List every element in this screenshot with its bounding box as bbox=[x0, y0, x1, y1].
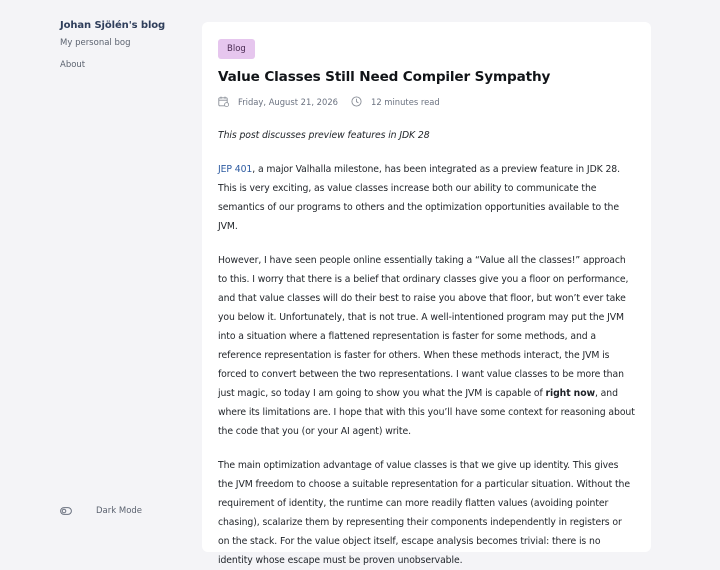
paragraph-2 bbox=[218, 251, 635, 441]
post-read-time: 12 minutes read bbox=[370, 96, 440, 107]
paragraph-1 bbox=[218, 160, 635, 236]
site-title[interactable]: Johan Sjölén's blog bbox=[60, 20, 166, 31]
nav-link-about[interactable]: About bbox=[60, 60, 86, 70]
paragraph-3: The main optimization advantage of value classes is that we give up identity. This gives the JVM freedom to choose a suitable representation for a particular situation. Without the requirement of identity, the runtime can more readily flatten values (avoiding pointer chasing), scalarize them by representing their components independently in registers or on the stack. For the value object itself, escape analysis becomes trivial: there is no identity whose escape must be proven unobservable. bbox=[218, 460, 630, 566]
post-date: Friday, August 21, 2026 bbox=[238, 96, 338, 107]
paragraph-1-text: , a major Valhalla milestone, has been integrated as a preview feature in JDK 28. This is very exciting, as value classes increase both our ability to communicate the semantics of our programs to others and the optimization opportunities available to the JVM. bbox=[218, 164, 620, 232]
post-meta bbox=[218, 96, 635, 107]
paragraph-2-text-b: , and where its limitations are. I hope that with this you’ll have some context for reasoning about the code that you (or your AI agent) write. bbox=[218, 388, 635, 437]
category-badge[interactable]: Blog bbox=[218, 39, 255, 59]
clock-icon bbox=[351, 96, 362, 107]
post-content bbox=[218, 126, 635, 570]
sidebar bbox=[60, 20, 190, 530]
calendar-icon bbox=[218, 96, 229, 107]
jep-401-link[interactable]: JEP 401 bbox=[218, 164, 253, 175]
paragraph-2-text-a: However, I have seen people online essentially taking a “Value all the classes!” approach to this. I worry that there is a belief that ordinary classes give you a floor on performance, and that value classes will do their best to raise you above that floor, but won’t ever take you below it. Unfortunately, that is not true. A well-intentioned program may put the JVM into a situation where a flattened representation is faster for some methods, and a reference representation is faster for others. When these methods interact, the JVM is forced to convert between the two representations. I want value classes to be more than just magic, so today I am going to show you what the JVM is capable of bbox=[218, 255, 629, 399]
post-intro: This post discusses preview features in JDK 28 bbox=[218, 130, 430, 141]
site-subtitle: My personal bog bbox=[60, 38, 131, 48]
post-card bbox=[202, 22, 651, 566]
post-title: Value Classes Still Need Compiler Sympathy bbox=[218, 69, 551, 85]
dark-mode-label: Dark Mode bbox=[96, 506, 143, 516]
dark-mode-toggle[interactable] bbox=[60, 506, 142, 516]
paragraph-2-bold: right now bbox=[545, 388, 595, 399]
toggle-icon[interactable] bbox=[60, 506, 74, 516]
